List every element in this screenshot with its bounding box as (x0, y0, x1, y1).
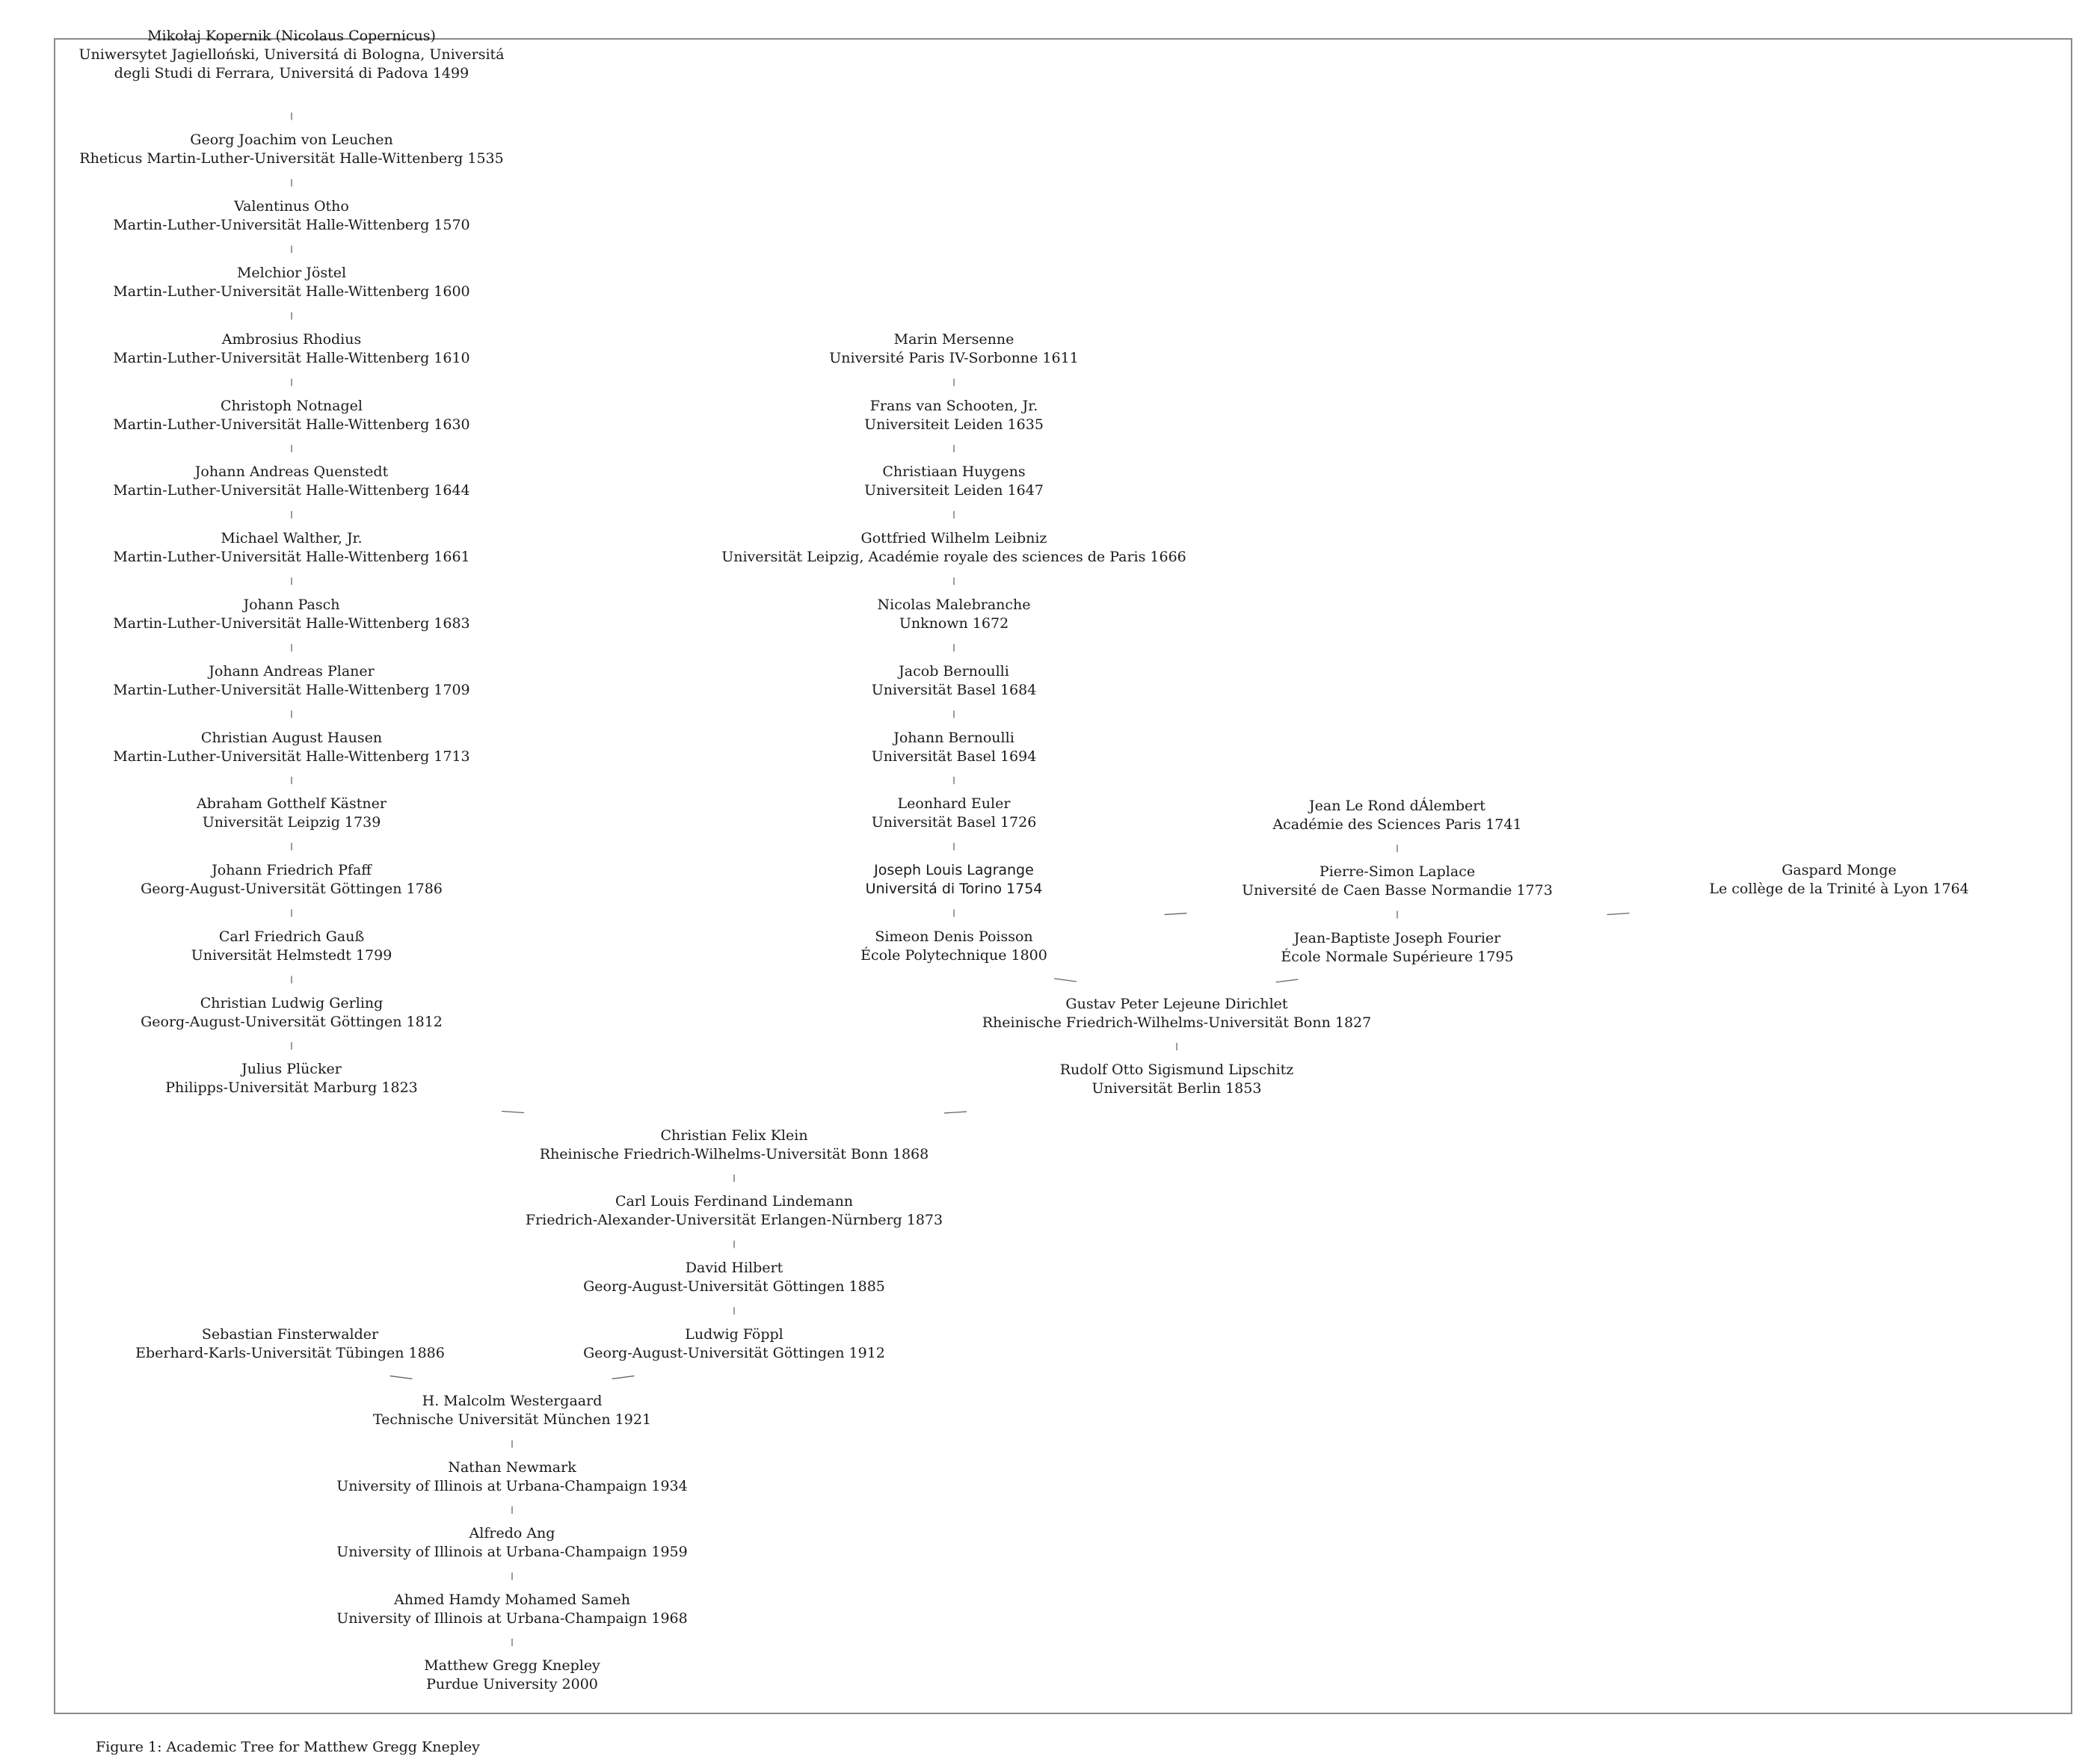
tree-node-malebranche (877, 596, 1030, 633)
node-institution: Purdue University 2000 (426, 1676, 598, 1692)
tree-node-johann (872, 729, 1037, 766)
node-name: Christoph Notnagel (221, 398, 363, 414)
tree-node-pasch (113, 596, 469, 633)
node-name: Christian Ludwig Gerling (200, 995, 384, 1011)
node-name: Gaspard Monge (1782, 862, 1897, 878)
node-institution: Eberhard-Karls-Universität Tübingen 1886 (135, 1345, 445, 1361)
node-institution: École Polytechnique 1800 (860, 947, 1047, 964)
node-name: Gustav Peter Lejeune Dirichlet (1065, 996, 1288, 1012)
edge-monge-fourier (1607, 913, 1630, 914)
node-institution: Georg-August-Universität Göttingen 1812 (141, 1014, 443, 1030)
tree-node-ang (336, 1524, 687, 1562)
tree-node-quenstedt (113, 463, 469, 500)
tree-node-hilbert (583, 1259, 885, 1296)
tree-node-notnagel (113, 397, 469, 434)
tree-node-jostel (113, 264, 469, 301)
tree-node-euler (872, 795, 1037, 832)
tree-node-gerling (141, 994, 443, 1032)
tree-node-monge (1709, 861, 1968, 899)
node-institution: Martin-Luther-Universität Halle-Wittenberg 1713 (113, 748, 470, 765)
edge-laplace-poisson (1165, 914, 1187, 915)
node-name: Rudolf Otto Sigismund Lipschitz (1059, 1062, 1294, 1078)
tree-node-leibniz (721, 529, 1186, 567)
edge-poisson-dirichlet (1054, 979, 1077, 982)
node-name: Georg Joachim von Leuchen (190, 132, 393, 148)
node-institution: Uniwersytet Jagielloński, Universitá di Bologna, Universitá degli Studi di Ferrara, Universitá di Padova 1499 (78, 46, 505, 81)
edge-fourier-dirichlet (1276, 979, 1299, 982)
node-name: Matthew Gregg Knepley (424, 1657, 600, 1674)
node-name: Jean Le Rond dÁlembert (1309, 798, 1485, 814)
tree-node-sameh (336, 1591, 687, 1628)
node-name: Nicolas Malebranche (877, 597, 1031, 613)
node-institution: Martin-Luther-Universität Halle-Wittenberg 1570 (113, 217, 470, 233)
tree-node-lindemann (526, 1192, 943, 1230)
node-name: Alfredo Ang (469, 1525, 555, 1541)
tree-node-finsterwalder (135, 1325, 445, 1363)
node-name: Jacob Bernoulli (899, 663, 1009, 680)
node-name: Johann Friedrich Pfaff (212, 862, 372, 878)
tree-node-gauss (191, 928, 392, 965)
node-name: H. Malcolm Westergaard (422, 1393, 603, 1409)
node-name: Michael Walther, Jr. (221, 530, 363, 546)
node-institution: Rheticus Martin-Luther-Universität Halle-Wittenberg 1535 (79, 150, 504, 167)
node-name: Ambrosius Rhodius (221, 331, 362, 348)
edge-plucker-klein (502, 1112, 524, 1113)
node-institution: Unknown 1672 (899, 615, 1009, 632)
tree-node-poisson (860, 928, 1047, 965)
node-name: Julius Plücker (241, 1061, 342, 1077)
node-institution: Université Paris IV-Sorbonne 1611 (829, 350, 1079, 366)
tree-node-fourier (1281, 929, 1513, 967)
node-name: Ahmed Hamdy Mohamed Sameh (393, 1592, 631, 1608)
node-institution: Philipps-Universität Marburg 1823 (165, 1079, 418, 1096)
node-institution: Martin-Luther-Universität Halle-Wittenberg 1683 (113, 615, 470, 632)
node-institution: Georg-August-Universität Göttingen 1786 (141, 881, 443, 897)
node-institution: Martin-Luther-Universität Halle-Wittenberg 1644 (113, 482, 470, 499)
tree-node-schooten (864, 397, 1044, 434)
node-name: Christian Felix Klein (660, 1127, 808, 1144)
node-name: Simeon Denis Poisson (875, 928, 1033, 945)
tree-node-dalembert (1272, 797, 1521, 834)
node-institution: Rheinische Friedrich-Wilhelms-Universität Bonn 1827 (982, 1014, 1372, 1031)
node-institution: Universitá di Torino 1754 (865, 881, 1043, 897)
tree-node-huygens (864, 463, 1044, 500)
node-name: Johann Pasch (243, 597, 340, 613)
node-institution: Martin-Luther-Universität Halle-Wittenberg 1610 (113, 350, 470, 366)
node-name: Nathan Newmark (448, 1459, 576, 1476)
node-institution: Universität Helmstedt 1799 (191, 947, 392, 964)
node-name: Ludwig Föppl (685, 1326, 783, 1343)
node-institution: University of Illinois at Urbana-Champaign 1959 (336, 1544, 688, 1560)
tree-node-knepley (424, 1657, 600, 1694)
node-institution: École Normale Supérieure 1795 (1281, 949, 1514, 965)
tree-node-lagrange (866, 861, 1043, 899)
tree-node-rheticus (79, 131, 503, 168)
edge-foppl-westergaard (612, 1376, 635, 1379)
tree-node-kastner (197, 795, 387, 832)
node-institution: Rheinische Friedrich-Wilhelms-Universität Bonn 1868 (539, 1146, 929, 1162)
node-institution: Martin-Luther-Universität Halle-Wittenberg 1661 (113, 549, 470, 565)
tree-node-newmark (336, 1458, 687, 1496)
node-name: Frans van Schooten, Jr. (869, 398, 1038, 414)
node-name: Johann Andreas Planer (209, 663, 375, 680)
node-institution: Universität Basel 1684 (871, 682, 1037, 698)
node-name: Melchior Jöstel (236, 265, 347, 281)
tree-node-plucker (165, 1060, 418, 1097)
node-institution: Martin-Luther-Universität Halle-Wittenberg 1709 (113, 682, 470, 698)
node-name: Gottfried Wilhelm Leibniz (860, 530, 1047, 546)
tree-node-mersenne (829, 330, 1079, 368)
node-name: Sebastian Finsterwalder (201, 1326, 379, 1343)
tree-node-rhodius (113, 330, 469, 368)
node-institution: Universität Basel 1694 (871, 748, 1037, 765)
node-institution: Académie des Sciences Paris 1741 (1272, 816, 1522, 833)
node-institution: University of Illinois at Urbana-Champaign 1968 (336, 1610, 688, 1627)
node-name: Jean-Baptiste Joseph Fourier (1293, 930, 1501, 946)
figure-caption: Figure 1: Academic Tree for Matthew Gregg Knepley (96, 1739, 480, 1755)
node-institution: Universität Leipzig 1739 (202, 814, 381, 831)
tree-node-westergaard (373, 1392, 651, 1429)
tree-node-pfaff (141, 861, 443, 899)
tree-node-planer (113, 662, 469, 700)
node-name: Carl Friedrich Gauß (218, 928, 365, 945)
node-institution: Georg-August-Universität Göttingen 1912 (583, 1345, 885, 1361)
node-name: Pierre-Simon Laplace (1319, 863, 1476, 880)
node-name: Christiaan Huygens (882, 463, 1026, 480)
tree-node-klein (540, 1127, 929, 1164)
node-institution: University of Illinois at Urbana-Champaign 1934 (336, 1478, 688, 1494)
node-name: Marin Mersenne (893, 331, 1014, 348)
node-institution: Universität Basel 1726 (871, 814, 1037, 831)
node-name: Leonhard Euler (897, 795, 1011, 812)
node-name: Mikołaj Kopernik (Nicolaus Copernicus) (147, 28, 436, 44)
node-name: Abraham Gotthelf Kästner (197, 795, 387, 812)
node-institution: Technische Universität München 1921 (372, 1411, 652, 1428)
node-institution: Universität Leipzig, Académie royale des sciences de Paris 1666 (721, 549, 1186, 565)
tree-node-otho (113, 197, 469, 235)
node-institution: Georg-August-Universität Göttingen 1885 (583, 1278, 885, 1295)
node-institution: Universiteit Leiden 1635 (864, 416, 1044, 433)
tree-node-foppl (583, 1325, 885, 1363)
tree-node-kopernik (67, 27, 516, 83)
tree-node-hausen (113, 729, 469, 766)
node-institution: Universität Berlin 1853 (1091, 1080, 1262, 1097)
node-institution: Université de Caen Basse Normandie 1773 (1242, 882, 1553, 899)
node-name: Carl Louis Ferdinand Lindemann (615, 1193, 854, 1210)
tree-node-lipschitz (1060, 1061, 1294, 1098)
node-institution: Friedrich-Alexander-Universität Erlangen-Nürnberg 1873 (525, 1212, 943, 1228)
node-institution: Universiteit Leiden 1647 (864, 482, 1044, 499)
node-name: David Hilbert (685, 1260, 783, 1276)
tree-node-laplace (1242, 863, 1553, 900)
edge-lipschitz-klein (944, 1112, 967, 1113)
node-name: Joseph Louis Lagrange (874, 862, 1034, 878)
node-name: Christian August Hausen (200, 730, 383, 746)
node-name: Johann Bernoulli (893, 730, 1014, 746)
node-institution: Martin-Luther-Universität Halle-Wittenberg 1630 (113, 416, 470, 433)
node-institution: Le collège de la Trinité à Lyon 1764 (1709, 881, 1969, 897)
node-name: Johann Andreas Quenstedt (194, 463, 389, 480)
tree-node-jacob (872, 662, 1037, 700)
tree-node-walther (113, 529, 469, 567)
node-name: Valentinus Otho (234, 198, 349, 215)
tree-node-dirichlet (982, 995, 1371, 1032)
edge-finsterwalder-westergaard (390, 1376, 413, 1379)
node-institution: Martin-Luther-Universität Halle-Wittenberg 1600 (113, 283, 470, 300)
